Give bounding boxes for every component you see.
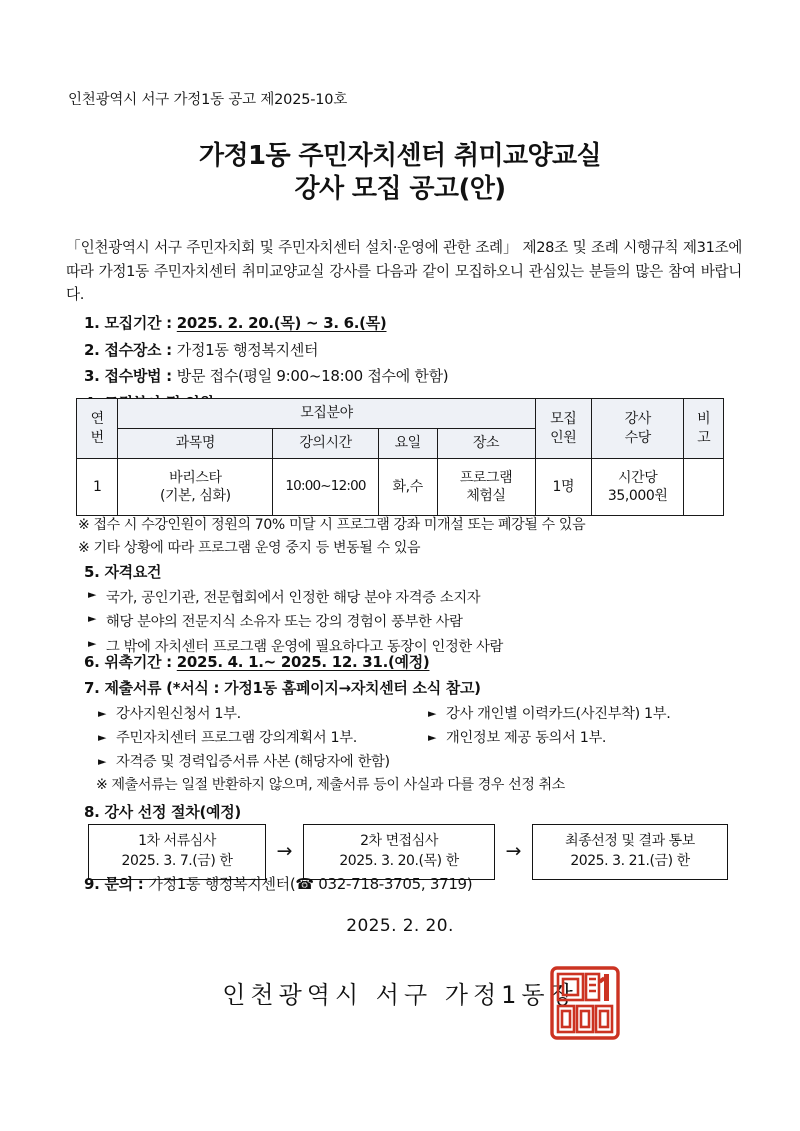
document-text: 강사 개인별 이력카드(사진부착) 1부.: [446, 706, 671, 722]
th-pay-line2: 수당: [624, 429, 651, 446]
arrow-right-icon: →: [505, 840, 522, 863]
signature-date: 2025. 2. 20.: [346, 916, 454, 936]
list-item: [84, 586, 764, 611]
official-seal-icon: [549, 964, 621, 1042]
triangle-bullet-icon: ►: [88, 612, 97, 626]
documents-note: ※ 제출서류는 일절 반환하지 않으며, 제출서류 등이 사실과 다를 경우 선정 취소: [96, 777, 565, 793]
contact-label: 9. 문의 :: [84, 875, 144, 893]
page-title: [0, 140, 800, 207]
table-notes: [78, 514, 748, 559]
qualifications-list: [84, 586, 764, 660]
contact-line: [84, 872, 764, 898]
period-line: [84, 650, 764, 676]
section-appointment-period: [84, 650, 764, 676]
item3-label: 3. 접수방법 :: [84, 367, 172, 386]
period-value: 2025. 4. 1.~ 2025. 12. 31.(예정): [176, 653, 430, 671]
recruitment-table: [76, 398, 724, 516]
triangle-bullet-icon: ►: [88, 636, 97, 650]
cell-note: [684, 459, 724, 516]
signature-authority: 인천광역시 서구 가정1동장: [222, 981, 578, 1009]
item1-label: 1. 모집기간 :: [84, 314, 172, 332]
cell-subject-line1: 바리스타: [169, 469, 222, 486]
process-step-3-date: 2025. 3. 21.(금) 한: [570, 853, 690, 870]
qualifications-heading: 5. 자격요건: [84, 563, 162, 581]
recruitment-table-wrapper: [76, 398, 724, 516]
triangle-bullet-icon: ►: [428, 707, 437, 720]
th-note: [684, 399, 724, 459]
list-item: [84, 610, 764, 635]
process-step-1-date: 2025. 3. 7.(금) 한: [121, 853, 233, 870]
cell-place: [437, 459, 535, 516]
th-no: [77, 399, 118, 459]
list-item-recruitment-period: [84, 310, 744, 337]
contact-value: 가정1동 행정복지센터(☎ 032-718-3705, 3719): [148, 875, 473, 893]
cell-pay-line2: 35,000원: [607, 488, 668, 504]
document-item: [96, 750, 390, 774]
triangle-bullet-icon: ►: [88, 587, 97, 601]
documents-row: [96, 702, 756, 726]
triangle-bullet-icon: ►: [98, 731, 107, 744]
process-step-1-title: 1차 서류심사: [138, 833, 216, 849]
th-count-line1: 모집: [550, 411, 577, 428]
document-item: [96, 702, 241, 726]
cell-subject-line2: (기본, 심화): [159, 488, 231, 504]
table-header-row-1: [77, 399, 724, 429]
th-group-field: 모집분야: [118, 399, 535, 429]
item3-value: 방문 접수(평일 9:00~18:00 접수에 한함): [176, 367, 449, 386]
th-note-line1: 비: [697, 411, 711, 428]
triangle-bullet-icon: ►: [98, 707, 107, 720]
intro-paragraph: 「인천광역시 서구 주민자치회 및 주민자치센터 설치·운영에 관한 조례」 제28조 및 조례 시행규칙 제31조에 따라 가정1동 주민자치센터 취미교양교실 강사를 다음과 같이 모집하오니 관심있는 분들의 많은 참여 바랍니다.: [66, 239, 742, 304]
section-contact: [84, 872, 764, 898]
qualification-text: 국가, 공인기관, 전문협회에서 인정한 해당 분야 자격증 소지자: [106, 589, 481, 606]
document-item: [426, 702, 670, 726]
triangle-bullet-icon: ►: [98, 755, 107, 768]
documents-heading: 7. 제출서류 (*서식 : 가정1동 홈페이지→자치센터 소식 참고): [84, 679, 481, 697]
process-step-2-title: 2차 면접심사: [360, 833, 438, 849]
table-note-2: ※ 기타 상황에 따라 프로그램 운영 중지 등 변동될 수 있음: [78, 539, 421, 556]
documents-row: [96, 726, 756, 750]
table-row: [77, 459, 724, 516]
item1-value: 2025. 2. 20.(목) ~ 3. 6.(목): [176, 314, 387, 332]
period-label: 6. 위촉기간 :: [84, 653, 172, 671]
qualification-text: 그 밖에 자치센터 프로그램 운영에 필요하다고 동장이 인정한 사람: [106, 638, 503, 655]
cell-place-line1: 프로그램: [459, 469, 513, 486]
document-number: 인천광역시 서구 가정1동 공고 제2025-10호: [68, 92, 348, 108]
document-text: 개인정보 제공 동의서 1부.: [446, 730, 607, 746]
cell-place-line2: 체험실: [466, 488, 506, 504]
documents-grid: [96, 702, 756, 774]
list-item-application-method: [84, 363, 744, 390]
cell-day: 화,수: [378, 459, 437, 516]
cell-pay-line1: 시간당: [618, 469, 658, 486]
documents-row: [96, 750, 756, 774]
th-pay-line1: 강사: [624, 411, 651, 428]
th-time: 강의시간: [273, 429, 379, 459]
official-seal-stamp: [549, 964, 621, 1042]
title-line-2: 강사 모집 공고(안): [294, 174, 506, 205]
document-item: [96, 726, 357, 750]
qualification-text: 해당 분야의 전문지식 소유자 또는 강의 경험이 풍부한 사람: [106, 614, 463, 631]
document-item: [426, 726, 606, 750]
cell-no: 1: [77, 459, 118, 516]
cell-pay: [592, 459, 684, 516]
cell-subject: [118, 459, 273, 516]
section-qualifications: [84, 560, 764, 659]
process-step-2-date: 2025. 3. 20.(목) 한: [339, 853, 459, 870]
th-no-line2: 번: [90, 429, 104, 446]
cell-time: 10:00~12:00: [273, 459, 379, 516]
cell-count: 1명: [535, 459, 592, 516]
section-documents: [84, 676, 764, 702]
process-heading: 8. 강사 선정 절차(예정): [84, 803, 241, 821]
item2-label: 2. 접수장소 :: [84, 340, 172, 359]
arrow-right-icon: →: [276, 840, 293, 863]
th-count-line2: 인원: [550, 429, 577, 446]
document-text: 주민자치센터 프로그램 강의계획서 1부.: [116, 730, 357, 746]
th-day: 요일: [378, 429, 437, 459]
triangle-bullet-icon: ►: [428, 731, 437, 744]
th-count: [535, 399, 592, 459]
document-text: 강사지원신청서 1부.: [116, 706, 241, 722]
section-selection-process: [84, 800, 764, 826]
title-line-1: 가정1동 주민자치센터 취미교양교실: [198, 141, 602, 171]
document-text: 자격증 및 경력입증서류 사본 (해당자에 한함): [116, 754, 390, 770]
process-step-3-title: 최종선정 및 결과 통보: [565, 833, 695, 849]
th-note-line2: 고: [697, 429, 711, 446]
table-note-1: ※ 접수 시 수강인원이 정원의 70% 미달 시 프로그램 강좌 미개설 또는 폐강될 수 있음: [78, 517, 586, 533]
th-subject: 과목명: [118, 429, 273, 459]
th-no-line1: 연: [90, 411, 104, 428]
th-pay: [592, 399, 684, 459]
th-place: 장소: [437, 429, 535, 459]
item2-value: 가정1동 행정복지센터: [176, 340, 319, 359]
list-item-application-place: [84, 337, 744, 364]
